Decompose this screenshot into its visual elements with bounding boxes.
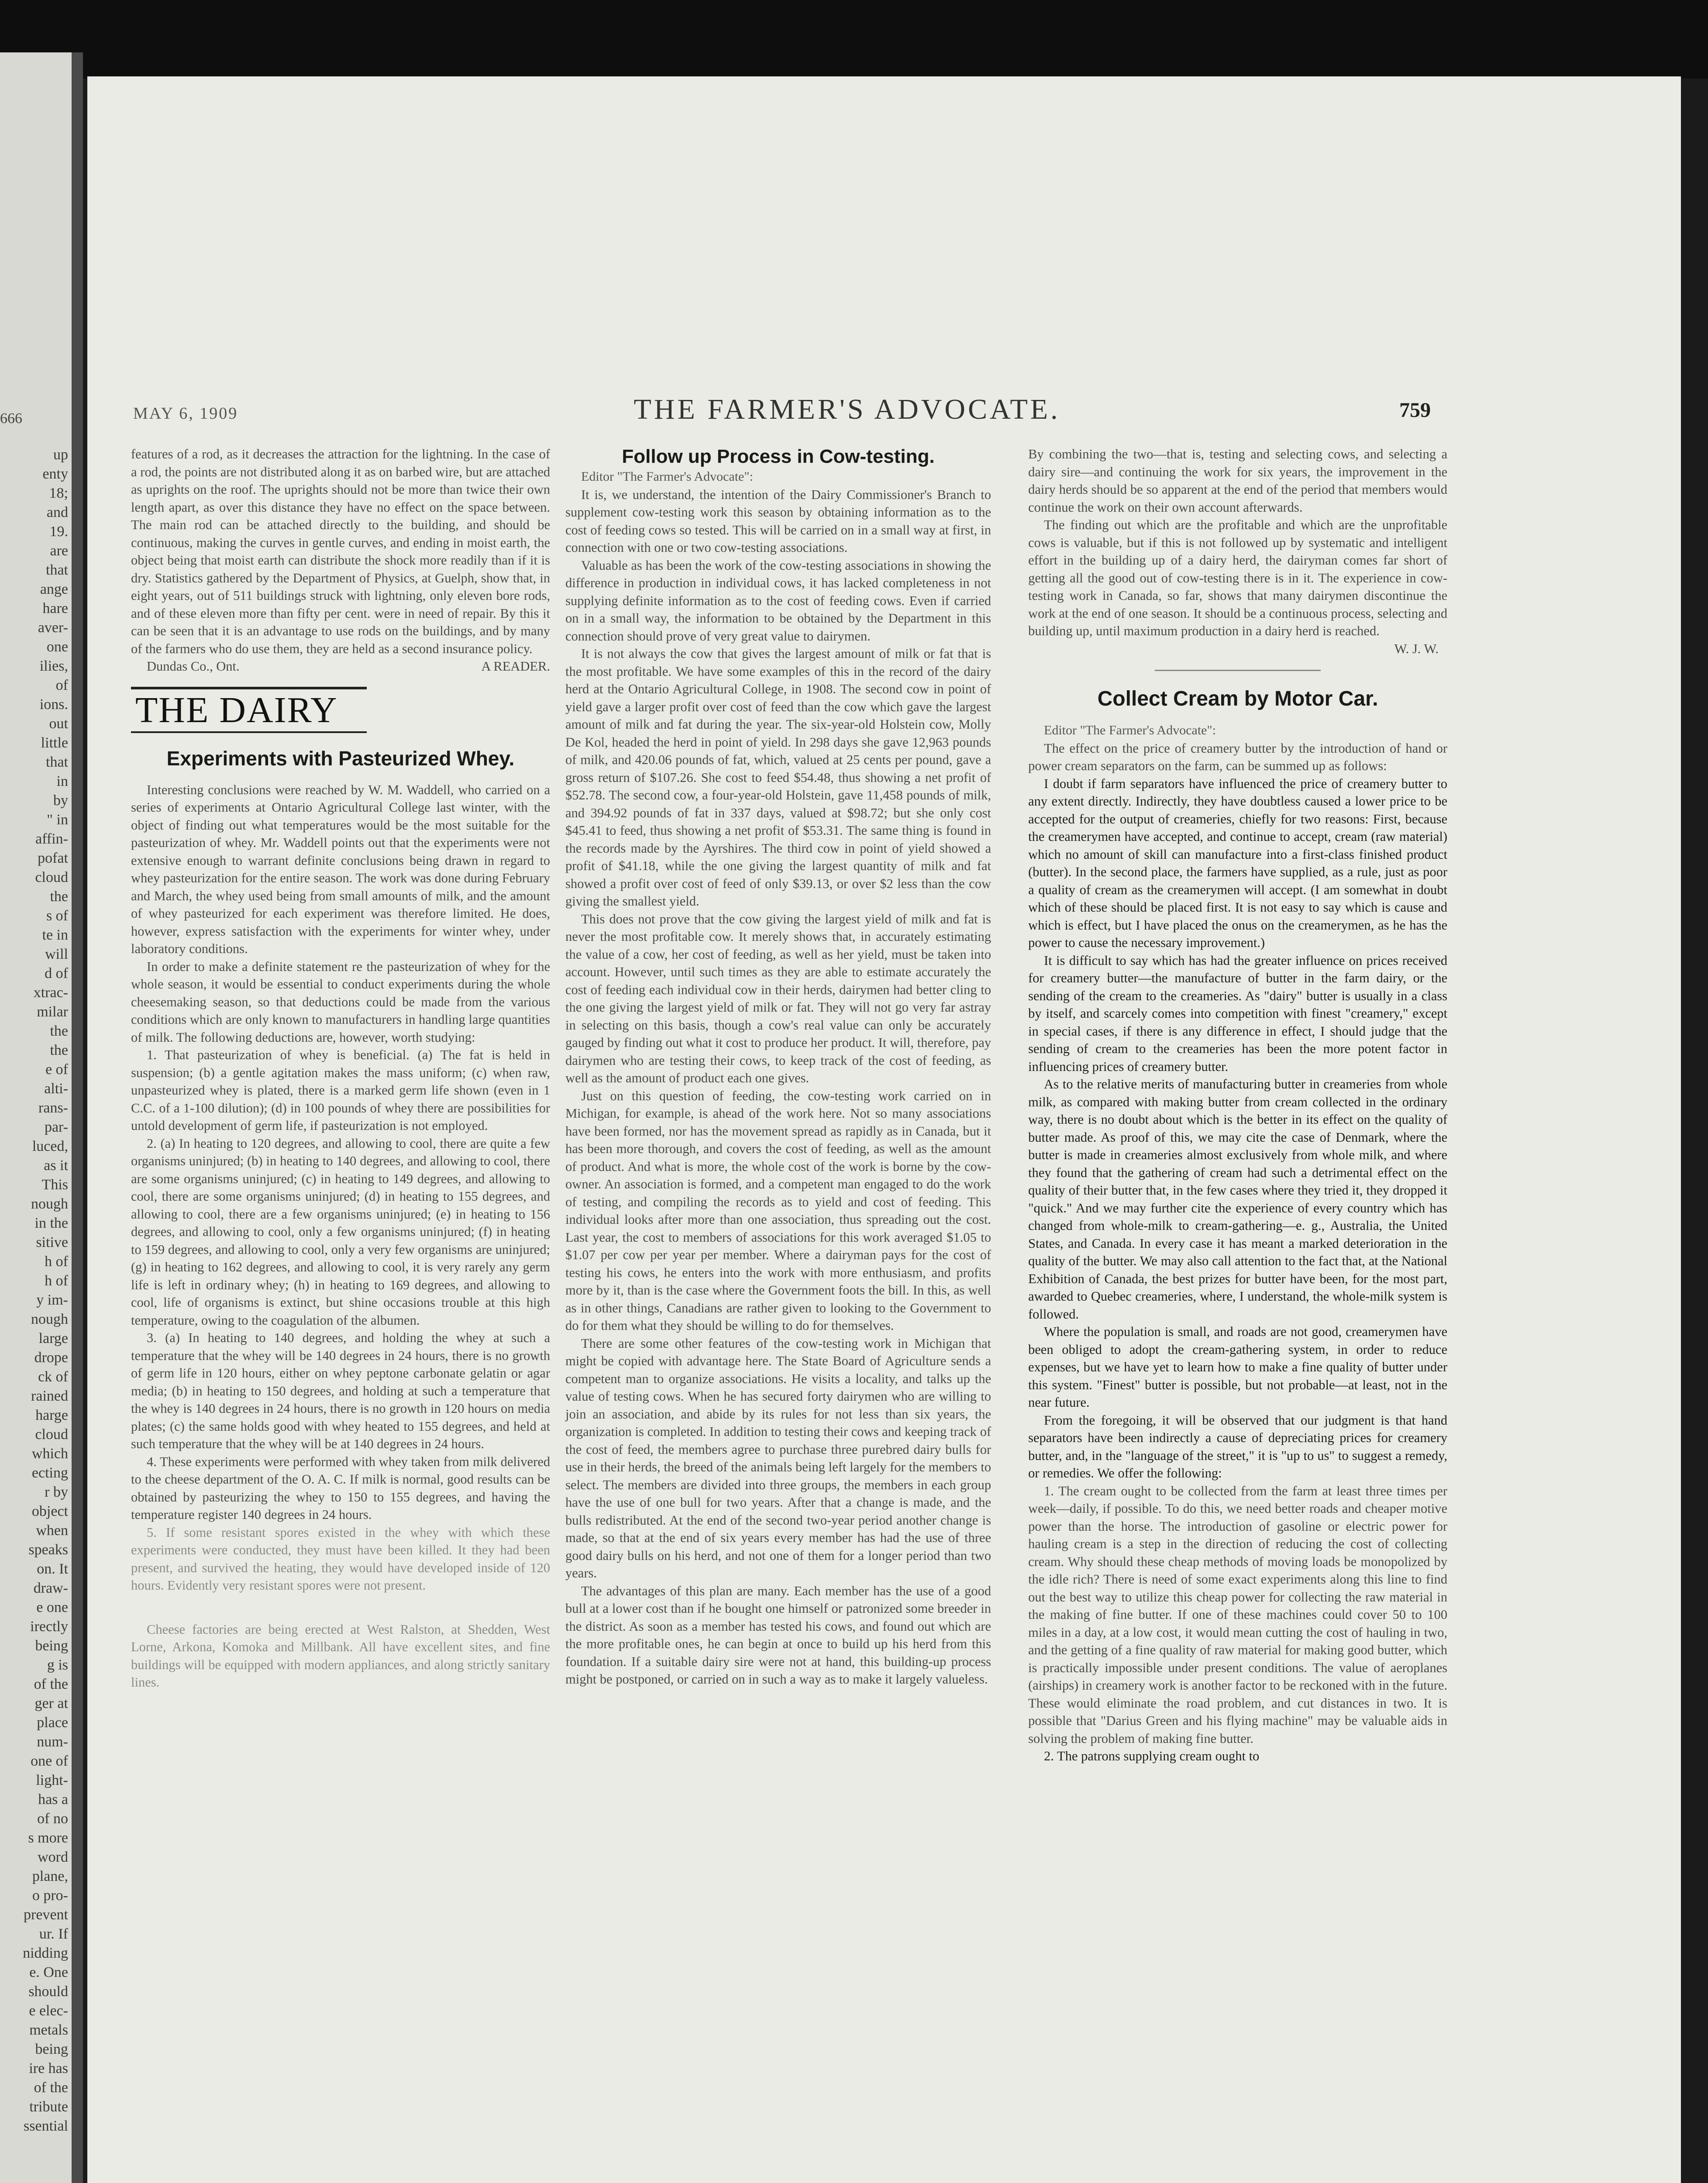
adjacent-page-fragment-line: which: [31, 1446, 68, 1462]
column-left: [131, 445, 550, 1691]
adjacent-page-fragment-line: little: [41, 735, 68, 751]
adjacent-page-fragment-line: g is: [47, 1657, 68, 1673]
adjacent-page-fragment-line: plane,: [32, 1868, 68, 1884]
adjacent-page-fragment-line: cloud: [35, 869, 68, 885]
adjacent-page-fragment-line: h of: [45, 1273, 68, 1289]
article-paragraph: The effect on the price of creamery butter by the introduction of hand or power cream separators on the farm, can be summed up as follows:: [1028, 740, 1447, 773]
masthead-title: THE FARMER'S ADVOCATE.: [634, 393, 1061, 425]
adjacent-page-fragment-line: the: [50, 1023, 68, 1039]
editor-salutation: Editor "The Farmer's Advocate":: [581, 469, 753, 484]
adjacent-page-fragment-line: nidding: [23, 1945, 68, 1961]
adjacent-page-fragment-line: of: [55, 677, 68, 693]
article-signoff: W. J. W.: [1394, 641, 1439, 656]
article-paragraph: 4. These experiments were performed with whey taken from milk delivered to the cheese department of the O. A. C. If milk is normal, good results can be obtained by pasteurizing the whey to 150 to 155 degrees, and having the temperature register 140 degrees in 24 hours.: [131, 1454, 550, 1522]
article-paragraph: Just on this question of feeding, the cow-testing work carried on in Michigan, for example, is ahead of the work here. Not so many associations have been formed, nor has the movement spread as rapidly as in Canada, but it has been more thorough, and covers the cost of feeding, as well as the amount of product. And what is more, the whole cost of the work is borne by the cow-owner. An association is formed, and a competent man engaged to do the work of testing, and compiling the records as to yield and cost of feeding. This individual looks after more than one association, thus spreading out the cost. Last year, the cost to members of associations for this work averaged $1.05 to $1.07 per cow per year per member. Where a dairyman pays for the cost of testing his cows, he enters into the work with more enthusiasm, and profits more by it, than is the case where the Government foots the bill. In this, as well as in other things, Canadians are rather given to looking to the Government to do for them what they should be willing to do for themselves.: [565, 1088, 991, 1333]
letter-signoff: [131, 658, 550, 675]
adjacent-page-fragment-line: y im-: [36, 1292, 68, 1308]
adjacent-page-fragment-line: ire has: [29, 2060, 68, 2076]
adjacent-page-fragment-line: affin-: [35, 831, 68, 847]
article-paragraph: 2. The patrons supplying cream ought to: [1044, 1749, 1260, 1763]
adjacent-page-fragment-line: par-: [44, 1119, 68, 1135]
adjacent-page-fragment-line: harge: [35, 1407, 68, 1423]
adjacent-page-fragment-line: and: [46, 504, 68, 520]
adjacent-page-fragment-line: r by: [45, 1484, 68, 1500]
adjacent-page-fragment-line: that: [46, 562, 68, 578]
article-paragraph: From the foregoing, it will be observed that our judgment is that hand separators have been indirectly a cause of depreciating prices for creamery butter, and, in the "language of the street," it is "up to us" to suggest a remedy, or remedies. We offer the following:: [1028, 1412, 1447, 1481]
section-banner: [131, 687, 367, 733]
adjacent-page-fragment-line: alti-: [44, 1081, 68, 1097]
adjacent-page-fragment-line: cloud: [35, 1426, 68, 1443]
adjacent-page-fragment-line: nough: [31, 1196, 68, 1212]
adjacent-page-fragment-line: ck of: [38, 1369, 68, 1385]
adjacent-page-fragment-line: light-: [36, 1772, 68, 1788]
adjacent-page-fragment-line: 18;: [49, 485, 68, 501]
adjacent-page-fragment-line: one: [46, 639, 68, 655]
adjacent-page-fragment-line: prevent: [24, 1907, 68, 1923]
adjacent-page-fragment-line: word: [38, 1849, 68, 1865]
adjacent-page-fragment-line: e elec-: [29, 2003, 68, 2019]
adjacent-page-fragment-line: ssential: [24, 2118, 68, 2134]
article-paragraph: By combining the two—that is, testing and selecting cows, and selecting a dairy sire—and continuing the work for six years, the improvement in the dairy herds should be so apparent at the end of the period that members would continue the work on their own account afterwards.: [1028, 447, 1447, 515]
article-paragraph: 1. The cream ought to be collected from the farm at least three times per week—daily, if possible. To do this, we need better roads and cheaper motive power than the horse. The introduction of gasoline or electric power for hauling cream is a step in the direction of reducing the cost of collecting cream. Why should these cheap methods of moving loads be monopolized by the idle rich? There is need of some exact experiments along this line to find out the best way to utilize this cheap power for collecting the raw material in the making of fine butter. If one of these machines could cover 50 to 100 miles in a day, at a low cost, it would mean cutting the cost of hauling in two, and the getting of a fine quality of raw material for making good butter, which is practically impossible under present conditions. The value of aeroplanes (airships) in creamery work is another factor to be reckoned with in the future. These would eliminate the road problem, and cut distances in two. It is possible that "Darius Green and his flying machine" may be valuable aids in solving the problem of making fine butter.: [1028, 1483, 1447, 1746]
adjacent-page-fragment-line: tribute: [29, 2099, 68, 2115]
adjacent-page-fragment-line: rans-: [38, 1100, 68, 1116]
adjacent-page-fragment-line: place: [37, 1715, 68, 1731]
adjacent-page-fragment-line: in: [56, 773, 68, 789]
adjacent-page-fragment-line: that: [46, 754, 68, 770]
adjacent-page-fragment-line: ilies,: [39, 658, 68, 674]
adjacent-page-fragment-line: enty: [42, 466, 68, 482]
adjacent-page-fragment-line: num-: [37, 1734, 68, 1750]
article-paragraph: Where the population is small, and roads are not good, creamerymen have been obliged to adopt the cream-gathering system, in order to reduce expenses, but we have yet to learn how to make a fine quality of butter under this system. "Finest" butter is possible, but not probable—at least, not in the near future.: [1028, 1324, 1447, 1410]
adjacent-page-fragment-line: of no: [37, 1811, 68, 1827]
adjacent-page-fragment-line: irectly: [30, 1618, 68, 1635]
adjacent-page-fragment-line: te in: [42, 927, 68, 943]
adjacent-page-fragment-line: object: [31, 1503, 68, 1519]
adjacent-page-fragment-line: has a: [38, 1791, 68, 1808]
film-border-top: [0, 0, 1708, 79]
adjacent-page-fragment-line: large: [38, 1330, 68, 1346]
adjacent-page-fragment-line: xtrac-: [33, 985, 68, 1001]
adjacent-page-fragment-line: metals: [29, 2022, 68, 2038]
adjacent-page-fragment-line: drope: [34, 1350, 68, 1366]
adjacent-page-fragment-line: o pro-: [32, 1887, 68, 1904]
adjacent-page-fragment-line: the: [50, 888, 68, 905]
adjacent-page-fragment-line: one of: [31, 1753, 68, 1769]
article-headline-collect-cream: Collect Cream by Motor Car.: [1097, 687, 1378, 710]
issue-date: MAY 6, 1909: [133, 404, 238, 423]
section-divider: [1155, 670, 1321, 671]
article-headline-experiments: Experiments with Pasteurized Whey.: [166, 747, 515, 770]
adjacent-page-fragment-line: being: [35, 1638, 68, 1654]
adjacent-page-fragment-line: " in: [47, 812, 68, 828]
article-paragraph: It is, we understand, the intention of the Dairy Commissioner's Branch to supplement cow-testing work this season by obtaining information as to the cost of feeding cows so tested. This will be carried on in a small way at first, in connection with one or two cow-testing associations.: [565, 487, 991, 555]
article-paragraph: The advantages of this plan are many. Each member has the use of a good bull at a lower cost than if he bought one himself or patronized some breeder in the district. As soon as a member has tested his cows, and found out which are the more profitable ones, he can begin at once to build up his herd from this foundation. If a suitable dairy sire were not at hand, this building-up process might be postponed, or carried on in such a way as to make it largely valueless.: [565, 1583, 991, 1687]
adjacent-page-fragment-line: of the: [34, 1676, 68, 1692]
adjacent-page-text: [3, 445, 68, 2136]
adjacent-page-fragment-line: d of: [45, 965, 68, 981]
article-paragraph: 1. That pasteurization of whey is beneficial. (a) The fat is held in suspension; (b) a gentle agitation makes the mass uniform; (c) when raw, unpasteurized whey is plated, there is a marked germ life shown (even in 1 C.C. of a 1-100 dilution); (d) in 100 pounds of whey there are possibilities for untold development of germ life, if pasteurization is not employed.: [131, 1047, 550, 1133]
column-right: [1028, 445, 1447, 1765]
adjacent-page-fragment-line: 19.: [49, 523, 68, 540]
adjacent-page-fragment-line: will: [45, 946, 68, 962]
adjacent-page-fragment-line: as it: [44, 1157, 68, 1174]
adjacent-page-fragment-line: by: [53, 792, 68, 809]
news-note: Cheese factories are being erected at West Ralston, at Shedden, West Lorne, Arkona, Komoka and Millbank. All have excellent sites, and fine buildings will be equipped with modern appliances, and along strictly sanitary lines.: [131, 1622, 550, 1690]
article-paragraph: As to the relative merits of manufacturing butter in creameries from whole milk, as compared with making butter from cream collected in the ordinary way, there is no doubt about which is the better in its effect on the quality of butter made. As proof of this, we may cite the case of Denmark, where the butter is made in creameries almost exclusively from whole milk, and where they found that the gathering of cream had such a detrimental effect on the quality of their butter that, in the few cases where they tried it, they dropped it "quick." And we may further cite the experience of every country which has changed from whole-milk to cream-gathering—e. g., Australia, the United States, and Canada. In every case it has meant a marked deterioration in the quality of the butter. We may also call attention to the fact that, at the National Exhibition of Canada, the best prizes for butter have been, for the most part, awarded to Quebec creameries, where, I understand, the whole-milk system is followed.: [1028, 1077, 1447, 1322]
article-headline-cow-testing: Follow up Process in Cow-testing.: [622, 446, 935, 467]
adjacent-page-fragment-line: draw-: [33, 1580, 68, 1596]
adjacent-page-fragment-line: s of: [46, 908, 68, 924]
adjacent-page-fragment-line: speaks: [28, 1542, 68, 1558]
adjacent-page-fragment: [0, 52, 83, 2183]
adjacent-page-fragment-line: of the: [34, 2080, 68, 2096]
adjacent-page-fragment-line: pofat: [38, 850, 68, 866]
adjacent-page-fragment-line: s more: [28, 1830, 68, 1846]
adjacent-page-fragment-line: aver-: [38, 620, 68, 636]
page-number: 759: [1399, 399, 1431, 422]
adjacent-page-fragment-line: luced,: [32, 1138, 68, 1154]
adjacent-page-fragment-line: hare: [42, 600, 68, 616]
adjacent-page-fragment-line: are: [50, 543, 68, 559]
article-paragraph: I doubt if farm separators have influenced the price of creamery butter to any extent directly. Indirectly, they have doubtless caused a lower price to be accepted for the output of creameries, chiefly for two reasons: First, because the creamerymen have accepted, and continue to accept, cream (raw material) which no amount of skill can manufacture into a first-class finished product (butter). In the second place, the farmers have supplied, as a rule, just as poor a quality of cream as the creamerymen will accept. (I am somewhat in doubt which of these should be placed first. It is not easy to say which is cause and which is effect, but I have placed the onus on the creamerymen, as he has the power to cause the necessary improvement.): [1028, 776, 1447, 950]
editor-salutation: Editor "The Farmer's Advocate":: [1044, 723, 1216, 737]
article-paragraph: Interesting conclusions were reached by W. M. Waddell, who carried on a series of experiments at Ontario Agricultural College last winter, with the object of finding out what temperatures would be the most suitable for the pasteurization of whey. Mr. Waddell points out that the experiments were not extensive enough to warrant definite conclusions being drawn in regard to whey pasteurization for the entire season. The work was done during February and March, the whey used being from small amounts of milk, and the amount of whey pasteurized for each experiment was therefore limited. He does, however, express satisfaction with the experiments for winter whey, under laboratory conditions.: [131, 782, 550, 956]
adjacent-page-fragment-line: ecting: [31, 1465, 68, 1481]
column-middle: [565, 445, 991, 1688]
adjacent-page-fragment-line: This: [41, 1177, 68, 1193]
article-paragraph: 3. (a) In heating to 140 degrees, and holding the whey at such a temperature that the whey will be 140 degrees in 24 hours, there is no growth of germ life in 120 hours, either on whey peptone carbonate gelatin or agar media; (b) in heating to 150 degrees, and holding at such a temperature that the whey is 140 degrees in 24 hours, there is no growth in 120 hours on media plates; (c) the same holds good with whey heated to 155 degrees, and held at such temperature that the whey will be at 140 degrees in 24 hours.: [131, 1330, 550, 1451]
page-gutter: [72, 52, 83, 2183]
article-paragraph: Valuable as has been the work of the cow-testing associations in showing the difference in production in individual cows, it has lacked completeness in not supplying definite information as to the cost of feeding cows. Even if carried on in a small way, the information to be obtained by the Department in this connection should prove of very great value to dairymen.: [565, 558, 991, 644]
adjacent-page-fragment-line: rained: [31, 1388, 68, 1404]
adjacent-page-fragment-line: when: [36, 1522, 68, 1539]
adjacent-page-fragment-line: milar: [37, 1004, 68, 1020]
section-banner-text: THE DAIRY: [135, 689, 338, 730]
article-paragraph: 2. (a) In heating to 120 degrees, and allowing to cool, there are quite a few organisms uninjured; (b) in heating to 140 degrees, and allowing to cool, there are some organisms uninjured; (c) in heating to 149 degrees, and allowing to cool, there are some organisms uninjured; (d) in heating to 155 degrees, and allowing to cool, there are a few organisms uninjured; (e) in heating to 156 degrees, and allowing to cool, only a few organisms uninjured; (f) in heating to 159 degrees, and allowing to cool, only a very few organisms are uninjured; (g) in heating to 162 degrees, and allowing to cool, it is very rarely any germ life is left in ordinary whey; (h) in heating to 169 degrees, and allowing to cool, life of organisms is extinct, but shine occasions trouble at this high temperature, owing to the coagulation of the albumen.: [131, 1136, 550, 1328]
adjacent-page-fragment-line: in the: [34, 1215, 68, 1231]
adjacent-page-fragment-line: ions.: [39, 696, 68, 713]
signoff-place: Dundas Co., Ont.: [147, 659, 240, 674]
adjacent-page-fragment-line: e one: [36, 1599, 68, 1615]
adjacent-page-fragment-line: ur. If: [39, 1926, 68, 1942]
article-paragraph: 5. If some resistant spores existed in the whey with which these experiments were conducted, they must have been killed. It they had been present, and survived the heating, they would have developed inside of 120 hours. Evidently very resistant spores were not present.: [131, 1525, 550, 1593]
adjacent-page-fragment-line: on. It: [37, 1561, 68, 1577]
adjacent-page-fragment-line: e. One: [29, 1964, 68, 1980]
adjacent-page-fragment-line: nough: [31, 1311, 68, 1327]
article-paragraph: This does not prove that the cow giving the largest yield of milk and fat is never the most profitable cow. It merely shows that, in accurately estimating the value of a cow, her cost of feeding, as well as her yield, must be taken into account. However, until such times as they are able to estimate accurately the cost of feeding each individual cow in their herds, dairymen had better cling to the one giving the largest yield of milk or fat. They will not go very far astray in selecting on this basis, though a cow's real value can only be accurately gauged by finding out what it cost to produce her product. It will, therefore, pay dairymen who are testing their cows, to keep track of the cost of feeding, as well as the amount of product each one gives.: [565, 911, 991, 1085]
adjacent-page-fragment-line: being: [35, 2041, 68, 2057]
adjacent-page-fragment-line: h of: [45, 1253, 68, 1270]
article-paragraph: It is difficult to say which has had the greater influence on prices received for creamery butter—the manufacture of butter in the farm dairy, or the sending of the cream to the creameries. As "dairy" butter is usually in a class by itself, and scarcely comes into competition with finest "creamery," except in special cases, if there is any difference in effect, I should judge that the sending of cream to the creameries has been the more potent factor in influencing prices of creamery butter.: [1028, 953, 1447, 1074]
signoff-name: A READER.: [481, 659, 550, 674]
adjacent-page-fragment-line: ange: [40, 581, 68, 597]
article-paragraph: In order to make a definite statement re the pasteurization of whey for the whole season, it would be essential to conduct experiments during the whole cheesemaking season, so that deductions could be made from the various conditions which are only known to manufacturers in handling large quantities of milk. The following deductions are, however, worth studying:: [131, 959, 550, 1045]
adjacent-page-fragment-line: up: [53, 447, 68, 463]
adjacent-page-fragment-line: out: [49, 716, 68, 732]
adjacent-page-fragment-line: sitive: [36, 1234, 68, 1250]
adjacent-page-fragment-line: should: [28, 1983, 68, 2000]
lightning-rod-text: features of a rod, as it decreases the attraction for the lightning. In the case of a rod, the points are not distributed along it as on barbed wire, but are attached as uprights on the roof. The uprights should not be more than twice their own length apart, as over this distance they have no effect on the space between. The main rod can be attached directly to the building, and should be continuous, making the curves in gentle curves, and ending in moist earth, the object being that moist earth can distribute the shock more readily than if it is dry. Statistics gathered by the Department of Physics, at Guelph, show that, in eight years, out of 511 buildings struck with lightning, only eleven bore rods, and of these eleven more than fifty per cent. were in need of repair. By this it can be seen that it is an advantage to use rods on the buildings, and by many of the farmers who do use them, they are held as a second insurance policy.: [131, 447, 550, 656]
adjacent-page-number: 666: [0, 410, 22, 427]
article-paragraph: The finding out which are the profitable and which are the unprofitable cows is valuable, but if this is not followed up by systematic and intelligent effort in the building up of a dairy herd, the dairyman comes far short of getting all the good out of cow-testing there is in it. The experience in cow-testing work in Canada, so far, shows that many dairymen discontinue the work at the end of one season. It should be a continuous process, selecting and building up, until maximum production in a dairy herd is reached.: [1028, 517, 1447, 638]
article-paragraph: There are some other features of the cow-testing work in Michigan that might be copied with advantage here. The State Board of Agriculture sends a competent man to organize associations. He visits a locality, and talks up the value of testing cows. When he has secured forty dairymen who are willing to join an association, and abide by its rules for not less than six years, the organization is completed. In addition to testing their cows and keeping track of the cost of feed, the members agree to purchase three purebred dairy bulls for use in their herds, the breed of the animals being left largely for the members to select. The members are divided into three groups, the members in each group have the use of one bull for two years. After that a change is made, and the bulls redistributed. At the end of the second two-year period another change is made, so that at the end of six years every member has had the use of three good dairy bulls on his herd, and not one of them for a longer period than two years.: [565, 1336, 991, 1580]
adjacent-page-fragment-line: e of: [45, 1061, 68, 1078]
article-paragraph: It is not always the cow that gives the largest amount of milk or fat that is the most profitable. We have some examples of this in the record of the dairy herd at the Ontario Agricultural College, in 1908. The second cow in point of yield gave a larger profit over cost of feed than the cow which gave the largest amount of milk and fat during the year. The six-year-old Holstein cow, Molly De Kol, headed the herd in point of yield. In 298 days she gave 12,963 pounds of milk, and 420.06 pounds of fat, which, valued at 25 cents per pound, gave a gross return of $107.26. She cost to feed $54.48, thus showing a net profit of $52.78. The second cow, a four-year-old Holstein, gave 11,458 pounds of milk, and 394.92 pounds of fat in 337 days, valued at $98.72; but she only cost $45.41 to feed, thus showing a net profit of $53.31. The same thing is found in the records made by the Ayrshires. The third cow in point of yield showed a profit of $41.18, while the one giving the largest quantity of milk and fat showed a profit over cost of feed of only $39.13, or over $2 less than the cow giving the smallest yield.: [565, 646, 991, 909]
adjacent-page-fragment-line: the: [50, 1042, 68, 1058]
adjacent-page-fragment-line: ger at: [34, 1695, 68, 1711]
